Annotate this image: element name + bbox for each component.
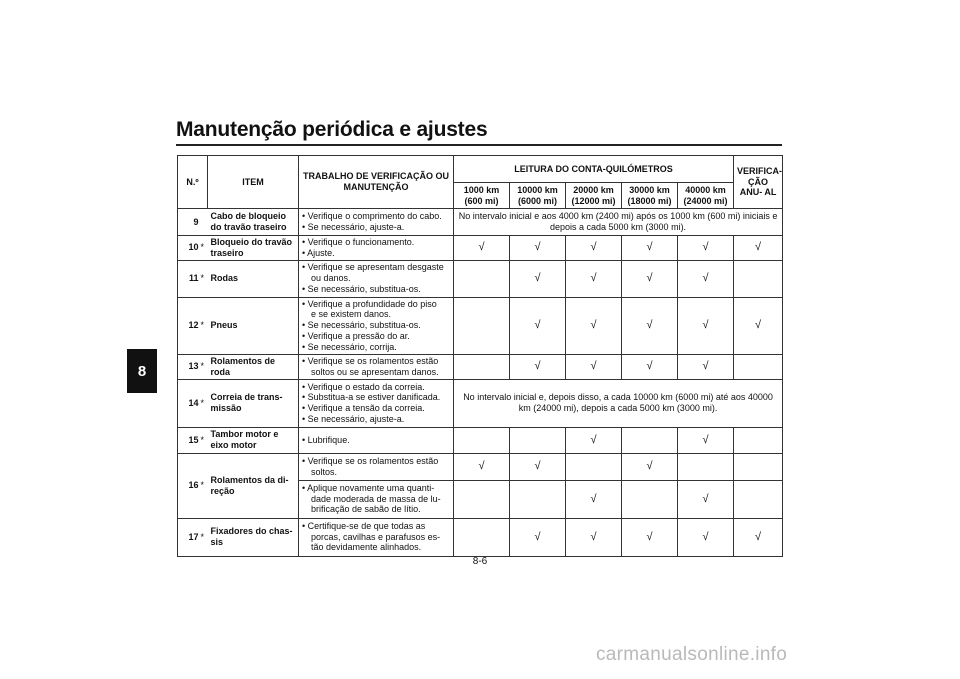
work-line: • Verifique o estado da correia. bbox=[302, 381, 425, 392]
work-line: soltos ou se apresentam danos. bbox=[311, 366, 439, 377]
check-cell: √ bbox=[734, 297, 783, 354]
row-work bbox=[299, 379, 454, 427]
check-cell: √ bbox=[510, 260, 566, 297]
check-cell bbox=[454, 260, 510, 297]
interval-km: 20000 km bbox=[573, 184, 614, 195]
work-line: brificação de sabão de lítio. bbox=[311, 504, 421, 515]
work-line: tão devidamente alinhados. bbox=[311, 542, 422, 553]
row-item: Tambor motor e eixo motor bbox=[208, 427, 299, 453]
check-cell: √ bbox=[566, 518, 622, 556]
row-number: 9 bbox=[178, 209, 200, 236]
check-cell bbox=[510, 480, 566, 518]
check-cell bbox=[454, 518, 510, 556]
check-cell: √ bbox=[622, 236, 678, 261]
check-cell: √ bbox=[510, 236, 566, 261]
row-work bbox=[299, 480, 454, 518]
check-cell bbox=[734, 427, 783, 453]
row-item: Pneus bbox=[208, 297, 299, 354]
work-line: • Se necessário, substitua-os. bbox=[302, 320, 421, 331]
check-cell bbox=[454, 427, 510, 453]
check-cell: √ bbox=[622, 260, 678, 297]
table-row bbox=[178, 518, 783, 556]
row-note: No intervalo inicial e, depois disso, a cada 10000 km (6000 mi) até aos 40000 km (24000 mi), depois a cada 5000 km (3000 mi). bbox=[454, 379, 783, 427]
row-star: * bbox=[200, 236, 208, 261]
check-cell bbox=[734, 354, 783, 379]
work-line: • Se necessário, corrija. bbox=[302, 341, 397, 352]
row-star: * bbox=[200, 297, 208, 354]
work-line: • Substitua-a se estiver danificada. bbox=[302, 392, 441, 403]
row-star: * bbox=[200, 379, 208, 427]
check-cell bbox=[454, 297, 510, 354]
table-row bbox=[178, 236, 783, 261]
interval-mi: (12000 mi) bbox=[571, 195, 616, 206]
interval-km: 10000 km bbox=[517, 184, 558, 195]
row-number: 12 bbox=[178, 297, 200, 354]
maintenance-table bbox=[177, 155, 783, 557]
check-cell: √ bbox=[678, 236, 734, 261]
work-line: soltos. bbox=[311, 466, 338, 477]
work-line: • Se necessário, ajuste-a. bbox=[302, 222, 405, 232]
work-line: • Se necessário, substitua-os. bbox=[302, 283, 421, 294]
work-line: ou danos. bbox=[311, 273, 351, 284]
chapter-tab: 8 bbox=[127, 349, 157, 393]
row-number: 10 bbox=[178, 236, 200, 261]
work-line: • Certifique-se de que todas as bbox=[302, 520, 426, 531]
watermark: carmanualsonline.info bbox=[596, 644, 788, 665]
check-cell: √ bbox=[678, 354, 734, 379]
work-line: • Aplique novamente uma quanti- bbox=[302, 482, 435, 493]
check-cell: √ bbox=[678, 260, 734, 297]
check-cell: √ bbox=[566, 297, 622, 354]
check-cell: √ bbox=[566, 236, 622, 261]
check-cell: √ bbox=[566, 354, 622, 379]
check-cell: √ bbox=[734, 236, 783, 261]
check-cell: √ bbox=[510, 453, 566, 480]
interval-km: 30000 km bbox=[629, 184, 670, 195]
row-work bbox=[299, 354, 454, 379]
check-cell: √ bbox=[454, 236, 510, 261]
check-cell bbox=[566, 453, 622, 480]
work-line: • Verifique o comprimento do cabo. bbox=[302, 211, 442, 222]
check-cell bbox=[734, 480, 783, 518]
check-cell: √ bbox=[622, 518, 678, 556]
row-item: Rolamentos da di- reção bbox=[208, 453, 299, 518]
check-cell: √ bbox=[678, 297, 734, 354]
table-row bbox=[178, 209, 783, 236]
check-cell: √ bbox=[678, 427, 734, 453]
work-line: • Lubrifique. bbox=[302, 434, 350, 445]
row-number: 14 bbox=[178, 379, 200, 427]
check-cell: √ bbox=[510, 518, 566, 556]
check-cell: √ bbox=[622, 297, 678, 354]
row-work bbox=[299, 236, 454, 261]
check-cell bbox=[678, 453, 734, 480]
work-line: • Verifique a profundidade do piso bbox=[302, 298, 437, 309]
work-line: • Verifique se apresentam desgaste bbox=[302, 262, 444, 273]
header-interval bbox=[622, 183, 678, 209]
table-row bbox=[178, 453, 783, 480]
row-number: 17 bbox=[178, 518, 200, 556]
table-row bbox=[178, 379, 783, 427]
row-star bbox=[200, 209, 208, 236]
row-work bbox=[299, 209, 454, 236]
work-line: • Verifique se os rolamentos estão bbox=[302, 355, 439, 366]
interval-mi: (600 mi) bbox=[464, 195, 499, 206]
check-cell: √ bbox=[622, 453, 678, 480]
row-item: Bloqueio do travão traseiro bbox=[208, 236, 299, 261]
check-cell bbox=[454, 480, 510, 518]
work-line: • Verifique o funcionamento. bbox=[302, 237, 415, 247]
work-line: • Se necessário, ajuste-a. bbox=[302, 413, 405, 424]
table-row bbox=[178, 297, 783, 354]
work-line: e se existem danos. bbox=[311, 309, 392, 320]
row-star: * bbox=[200, 260, 208, 297]
check-cell: √ bbox=[454, 453, 510, 480]
work-line: dade moderada de massa de lu- bbox=[311, 493, 441, 504]
row-work bbox=[299, 518, 454, 556]
header-num: N.º bbox=[178, 156, 208, 209]
row-star: * bbox=[200, 453, 208, 518]
row-number: 16 bbox=[178, 453, 200, 518]
check-cell: √ bbox=[622, 354, 678, 379]
check-cell: √ bbox=[510, 297, 566, 354]
row-item: Fixadores do chas- sis bbox=[208, 518, 299, 556]
header-interval bbox=[678, 183, 734, 209]
table-row bbox=[178, 427, 783, 453]
header-interval bbox=[454, 183, 510, 209]
interval-km: 1000 km bbox=[463, 184, 500, 195]
check-cell bbox=[622, 427, 678, 453]
table-row bbox=[178, 260, 783, 297]
header-item: ITEM bbox=[208, 156, 299, 209]
check-cell: √ bbox=[678, 518, 734, 556]
work-line: • Verifique a tensão da correia. bbox=[302, 403, 425, 414]
interval-mi: (18000 mi) bbox=[627, 195, 672, 206]
row-number: 13 bbox=[178, 354, 200, 379]
check-cell: √ bbox=[734, 518, 783, 556]
header-odometer: LEITURA DO CONTA-QUILÓMETROS bbox=[454, 156, 734, 183]
page-title: Manutenção periódica e ajustes bbox=[176, 118, 488, 141]
check-cell: √ bbox=[510, 354, 566, 379]
header-interval bbox=[510, 183, 566, 209]
header-work: TRABALHO DE VERIFICAÇÃO OU MANUTENÇÃO bbox=[299, 156, 454, 209]
row-number: 11 bbox=[178, 260, 200, 297]
interval-mi: (24000 mi) bbox=[683, 195, 728, 206]
interval-mi: (6000 mi) bbox=[518, 195, 558, 206]
row-star: * bbox=[200, 427, 208, 453]
check-cell bbox=[510, 427, 566, 453]
check-cell: √ bbox=[566, 480, 622, 518]
work-line: • Verifique a pressão do ar. bbox=[302, 330, 410, 341]
header-interval bbox=[566, 183, 622, 209]
check-cell bbox=[734, 260, 783, 297]
work-line: porcas, cavilhas e parafusos es- bbox=[311, 531, 441, 542]
check-cell: √ bbox=[678, 480, 734, 518]
title-rule bbox=[176, 144, 782, 146]
work-line: • Verifique se os rolamentos estão bbox=[302, 455, 439, 466]
row-work bbox=[299, 427, 454, 453]
work-line: • Ajuste. bbox=[302, 247, 335, 258]
check-cell: √ bbox=[566, 427, 622, 453]
row-work bbox=[299, 260, 454, 297]
check-cell bbox=[622, 480, 678, 518]
page-number: 8-6 bbox=[472, 556, 488, 567]
row-star: * bbox=[200, 518, 208, 556]
row-item: Rolamentos de roda bbox=[208, 354, 299, 379]
row-item: Correia de trans- missão bbox=[208, 379, 299, 427]
header-annual: VERIFICA- ÇÃO ANU- AL bbox=[734, 156, 783, 209]
table-row bbox=[178, 354, 783, 379]
check-cell bbox=[454, 354, 510, 379]
row-number: 15 bbox=[178, 427, 200, 453]
row-note: No intervalo inicial e aos 4000 km (2400 mi) após os 1000 km (600 mi) iniciais e depois a cada 5000 km (3000 mi). bbox=[454, 209, 783, 236]
row-item: Rodas bbox=[208, 260, 299, 297]
interval-km: 40000 km bbox=[685, 184, 726, 195]
row-work bbox=[299, 453, 454, 480]
row-work bbox=[299, 297, 454, 354]
row-star: * bbox=[200, 354, 208, 379]
check-cell bbox=[734, 453, 783, 480]
row-item: Cabo de bloqueio do travão traseiro bbox=[208, 209, 299, 236]
check-cell: √ bbox=[566, 260, 622, 297]
